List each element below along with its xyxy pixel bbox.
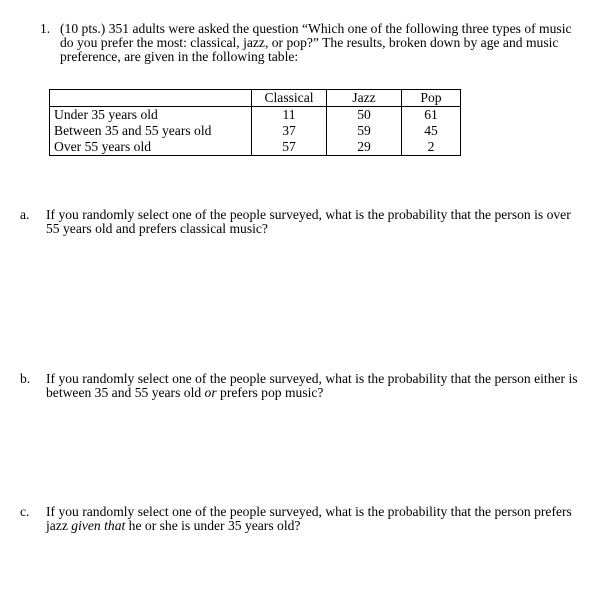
problem-number: 1.: [40, 21, 51, 36]
question-c-text-after: he or she is under 35 years old?: [125, 518, 301, 533]
table-row: [50, 107, 461, 124]
question-c-letter: c.: [20, 504, 30, 519]
question-c: [20, 505, 582, 533]
cell-classical: 57: [252, 139, 327, 156]
question-a: [20, 208, 582, 236]
preference-table: [49, 89, 461, 156]
question-a-letter: a.: [20, 207, 30, 222]
table-header-pop: Pop: [402, 90, 461, 107]
question-b-text-after: prefers pop music?: [216, 385, 324, 400]
question-c-text-before: If you randomly select one of the people surveyed, what is the probability that the person prefers jazz: [46, 504, 572, 533]
question-c-emphasis: given that: [71, 518, 126, 533]
table-header-blank: [50, 90, 252, 107]
table-header-classical: Classical: [252, 90, 327, 107]
cell-jazz: 59: [327, 123, 402, 139]
table-row: [50, 139, 461, 156]
cell-classical: 37: [252, 123, 327, 139]
cell-jazz: 29: [327, 139, 402, 156]
cell-classical: 11: [252, 107, 327, 124]
question-b: [20, 372, 582, 400]
cell-pop: 45: [402, 123, 461, 139]
problem-statement: [40, 22, 585, 64]
cell-pop: 61: [402, 107, 461, 124]
question-b-letter: b.: [20, 371, 31, 386]
problem-text: (10 pts.) 351 adults were asked the question “Which one of the following three types of music do you prefer the most: classical, jazz, or pop?” The results, broken down by age and music preference, are given in the following table:: [60, 21, 572, 64]
question-b-text-before: If you randomly select one of the people surveyed, what is the probability that the person either is between 35 and 55 years old: [46, 371, 578, 400]
question-b-text: [46, 372, 582, 400]
table-row: [50, 123, 461, 139]
question-c-text: [46, 505, 582, 533]
question-b-emphasis: or: [204, 385, 217, 400]
table-header-row: [50, 90, 461, 107]
row-label: Under 35 years old: [50, 107, 252, 124]
row-label: Over 55 years old: [50, 139, 252, 156]
table-header-jazz: Jazz: [327, 90, 402, 107]
cell-pop: 2: [402, 139, 461, 156]
question-a-text: If you randomly select one of the people surveyed, what is the probability that the person is over 55 years old and prefers classical music?: [46, 207, 571, 236]
row-label: Between 35 and 55 years old: [50, 123, 252, 139]
cell-jazz: 50: [327, 107, 402, 124]
